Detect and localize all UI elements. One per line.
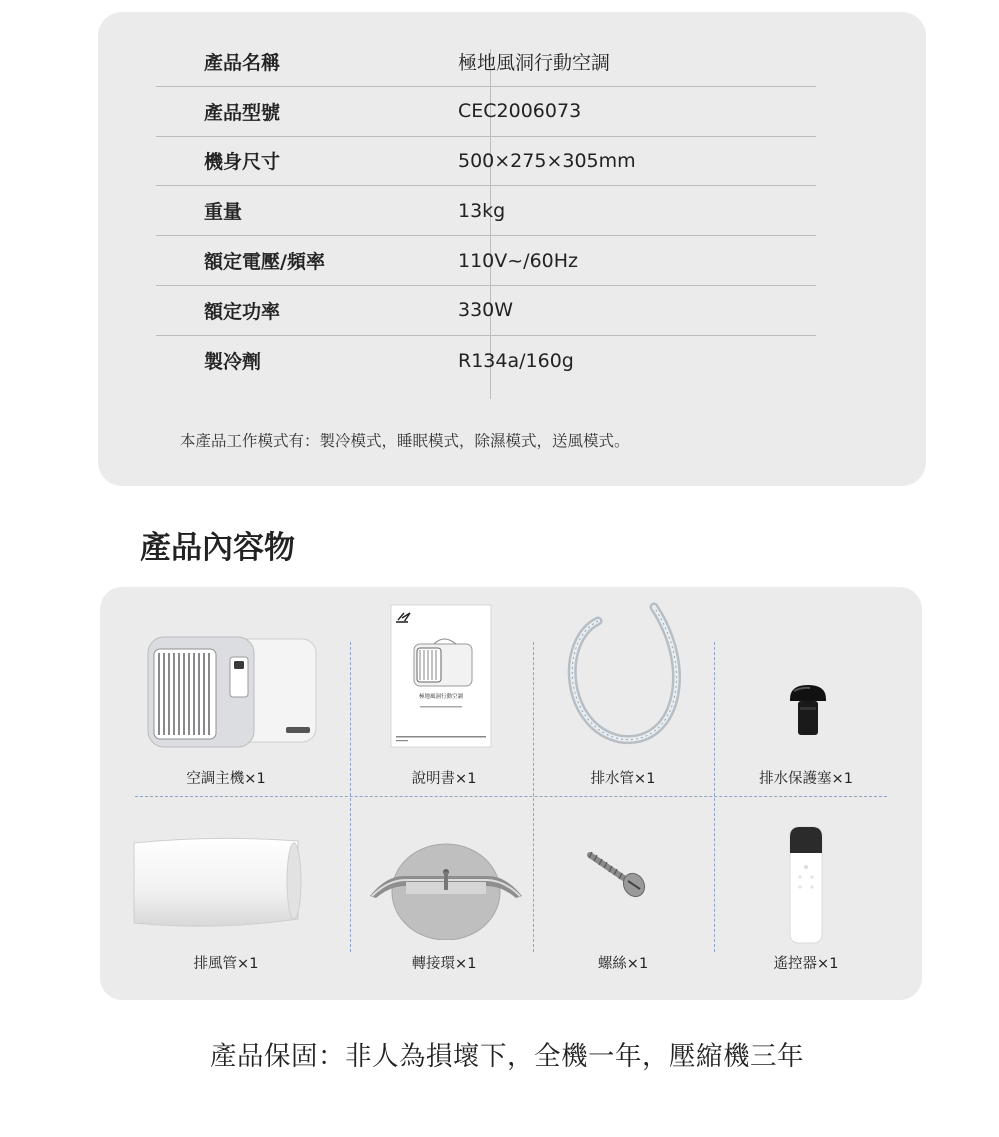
- spec-value: 13kg: [458, 199, 506, 222]
- item-label: 螺絲×1: [597, 956, 649, 972]
- contents-card: [100, 587, 922, 1000]
- remote-control-icon: [788, 825, 824, 945]
- spec-table: [156, 37, 816, 386]
- spec-row: [156, 286, 816, 336]
- grid-divider: [350, 642, 351, 952]
- spec-label: 機身尺寸: [204, 151, 281, 174]
- spec-row: [156, 87, 816, 137]
- contents-section-title: 產品內容物: [140, 530, 295, 566]
- grid-divider: [533, 642, 534, 952]
- spec-value: R134a/160g: [458, 349, 574, 372]
- spec-row: [156, 37, 816, 87]
- spec-row: [156, 186, 816, 236]
- exhaust-hose-icon: [130, 837, 302, 929]
- item-label: 排風管×1: [193, 956, 259, 972]
- grid-divider: [135, 796, 887, 797]
- grid-divider: [714, 642, 715, 952]
- spec-card: [98, 12, 926, 486]
- spec-label: 額定電壓/頻率: [204, 251, 325, 274]
- drain-plug-icon: [786, 683, 830, 739]
- spec-value: 330W: [458, 299, 514, 322]
- item-label: 排水保護塞×1: [759, 771, 853, 787]
- item-label: 空調主機×1: [186, 771, 266, 787]
- spec-value: 500×275×305mm: [458, 149, 636, 172]
- spec-row: [156, 236, 816, 286]
- manual-booklet-icon: [390, 604, 492, 748]
- manual-cover-title: 極地風洞行動空調: [418, 694, 464, 700]
- item-label: 說明書×1: [411, 771, 477, 787]
- air-conditioner-unit-icon: [146, 631, 318, 749]
- spec-label: 額定功率: [204, 300, 281, 323]
- spec-value: 110V~/60Hz: [458, 249, 579, 272]
- spec-value: 極地風洞行動空調: [458, 51, 611, 74]
- item-label: 轉接環×1: [411, 956, 477, 972]
- adapter-ring-icon: [366, 832, 526, 940]
- spec-label: 產品型號: [204, 101, 281, 124]
- warranty-text: 產品保固：非人為損壞下，全機一年，壓縮機三年: [210, 1041, 804, 1072]
- spec-row: [156, 137, 816, 187]
- drain-hose-icon: [558, 601, 690, 745]
- spec-label: 重量: [204, 201, 243, 224]
- spec-value: CEC2006073: [458, 100, 582, 123]
- item-label: 遙控器×1: [773, 956, 839, 972]
- working-modes-note: 本產品工作模式有：製冷模式，睡眠模式，除濕模式，送風模式。: [180, 432, 630, 450]
- spec-label: 製冷劑: [204, 351, 262, 374]
- spec-row: [156, 336, 816, 386]
- screw-icon: [586, 849, 648, 899]
- spec-label: 產品名稱: [204, 51, 281, 74]
- item-label: 排水管×1: [590, 771, 656, 787]
